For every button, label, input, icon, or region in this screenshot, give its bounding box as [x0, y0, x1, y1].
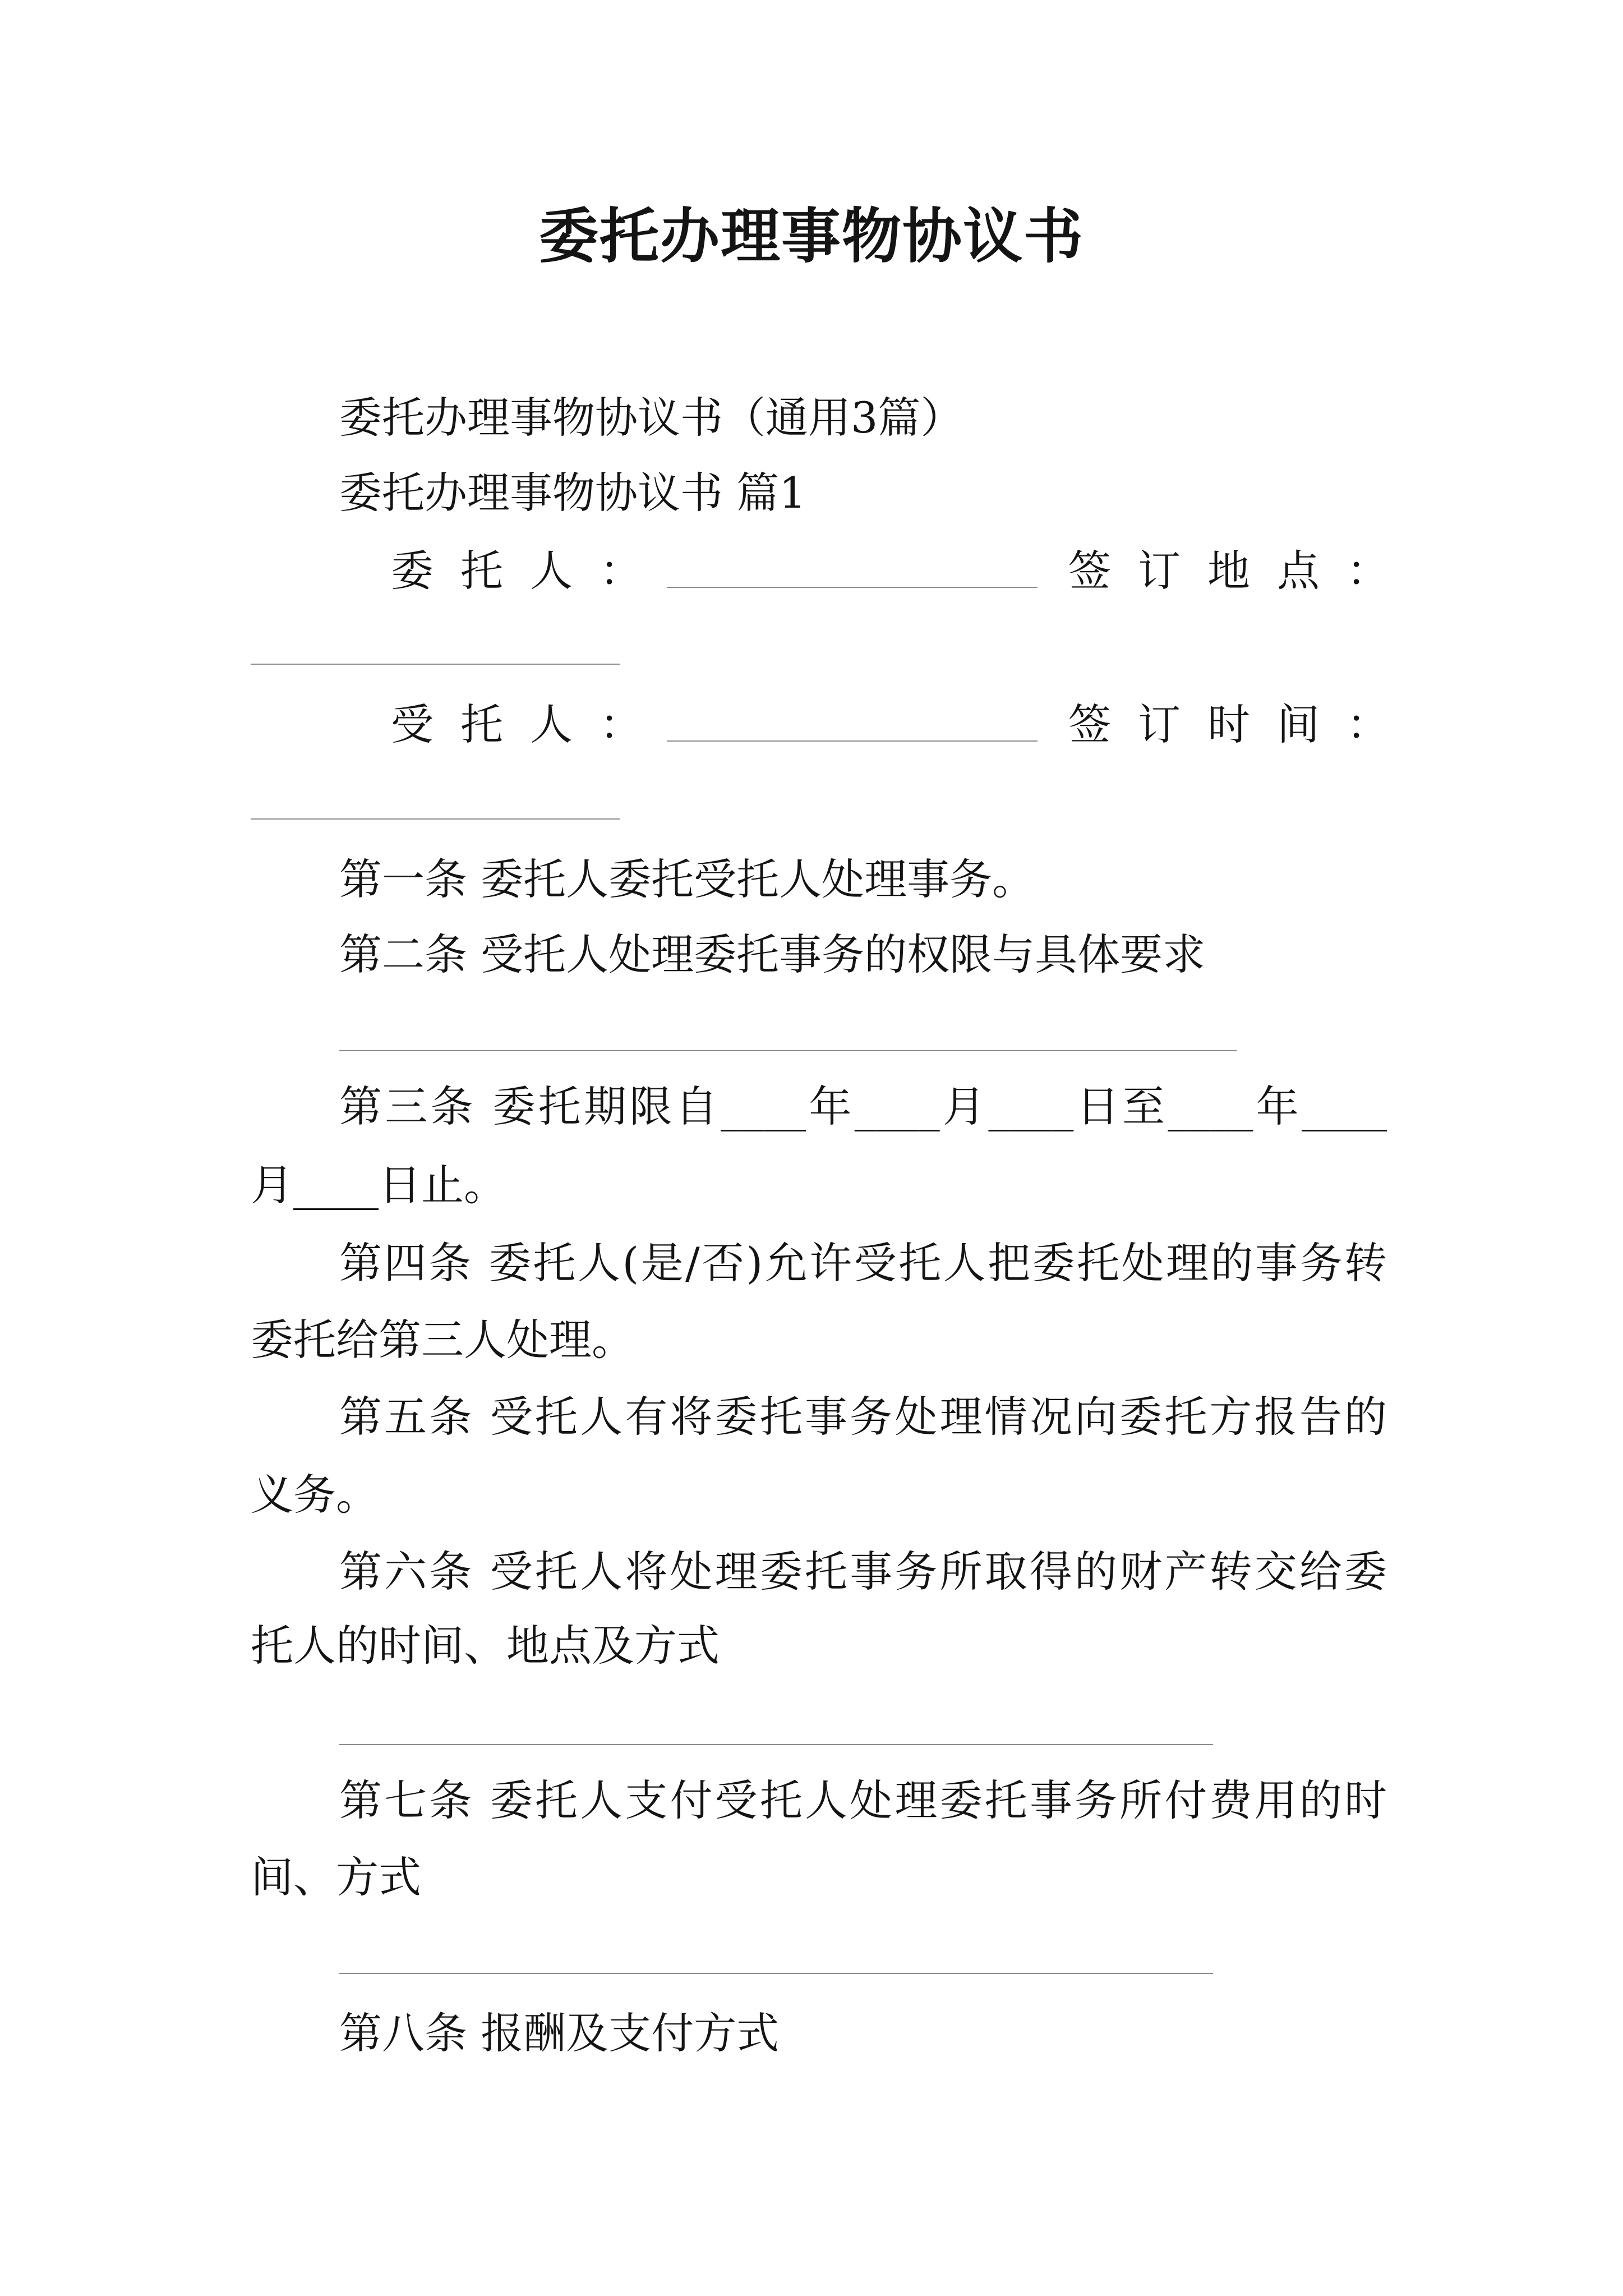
article-5-line-1: 第五条 受托人有将委托事务处理情况向委托方报告的: [339, 1392, 1387, 1442]
document-title: 委托办理事物协议书: [539, 201, 1084, 271]
article-4-line-2: 委托给第三人处理。: [251, 1315, 634, 1365]
article-3-line-1: 第三条 委托期限自____年____月____日至____年____: [339, 1082, 1387, 1131]
article-1-line-1: 第一条 委托人委托受托人处理事务。: [339, 854, 1035, 904]
article-6-blank-line: [339, 1744, 1213, 1745]
section-heading: 委托办理事物协议书 篇1: [339, 468, 806, 518]
agent-blank-line: [667, 740, 1038, 742]
signing-place-blank-line: [251, 664, 620, 665]
article-2-line-1: 第二条 受托人处理委托事务的权限与具体要求: [339, 930, 1206, 979]
article-5-line-2: 义务。: [251, 1470, 379, 1520]
signing-time-blank-line: [251, 818, 620, 820]
agent-label: 受托人：: [391, 700, 669, 749]
principal-blank-line: [667, 587, 1038, 588]
article-4-line-1: 第四条 委托人(是/否)允许受托人把委托处理的事务转: [339, 1238, 1387, 1288]
article-2-blank-line: [339, 1050, 1237, 1051]
article-6-line-1: 第六条 受托人将处理委托事务所取得的财产转交给委: [339, 1547, 1387, 1596]
article-7-line-2: 间、方式: [251, 1852, 421, 1902]
signing-place-label: 签订地点：: [1068, 546, 1416, 596]
article-7-blank-line: [339, 1973, 1213, 1974]
article-3-line-2: 月____日止。: [251, 1160, 506, 1210]
article-8-line-1: 第八条 报酬及支付方式: [339, 2008, 780, 2058]
principal-label: 委托人：: [391, 546, 669, 596]
article-7-line-1: 第七条 委托人支付受托人处理委托事务所付费用的时: [339, 1775, 1387, 1825]
signing-time-label: 签订时间：: [1068, 700, 1416, 749]
article-6-line-2: 托人的时间、地点及方式: [251, 1621, 720, 1671]
document-subtitle: 委托办理事物协议书（通用3篇）: [339, 393, 963, 443]
